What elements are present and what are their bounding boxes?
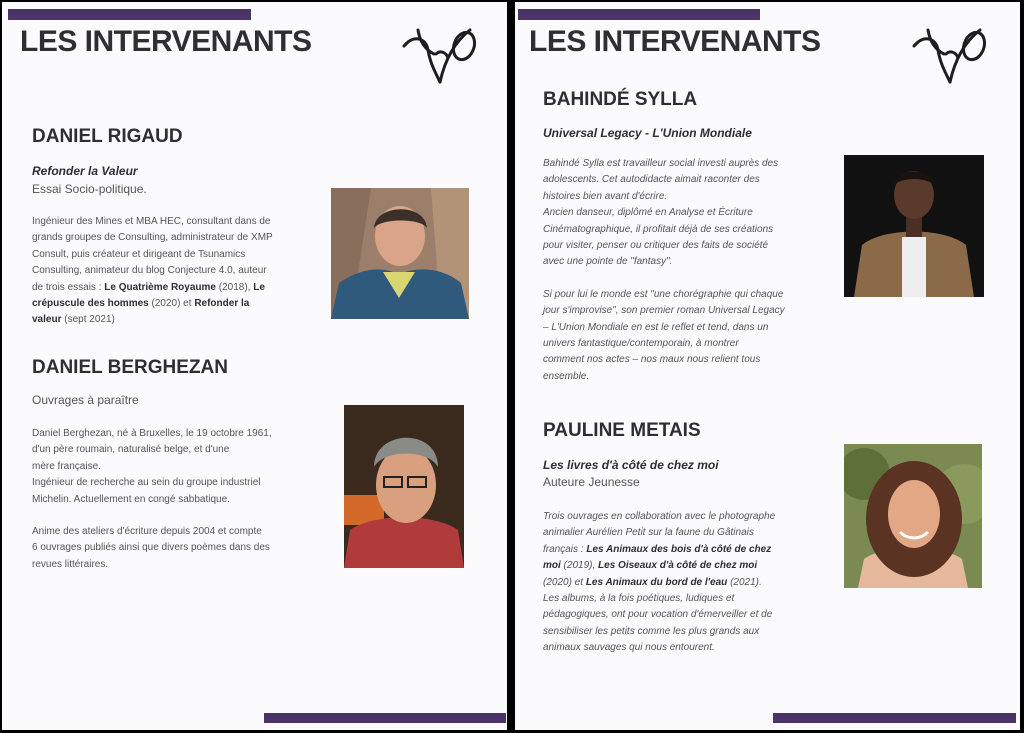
book-title: Universal Legacy - L'Union Mondiale bbox=[543, 126, 752, 140]
book-title: Les livres d'à côté de chez moi bbox=[543, 458, 719, 472]
bottom-accent-bar bbox=[264, 713, 506, 723]
page-title: LES INTERVENANTS bbox=[529, 25, 821, 58]
speaker-name: BAHINDÉ SYLLA bbox=[543, 89, 698, 110]
speaker-photo bbox=[344, 405, 464, 568]
speaker-photo bbox=[844, 444, 982, 588]
page-title: LES INTERVENANTS bbox=[20, 25, 312, 58]
stylized-plant-logo-icon bbox=[910, 20, 992, 90]
book-genre: Ouvrages à paraître bbox=[32, 393, 139, 407]
bottom-accent-bar bbox=[773, 713, 1016, 723]
speaker-name: DANIEL BERGHEZAN bbox=[32, 357, 228, 378]
speaker-name: DANIEL RIGAUD bbox=[32, 126, 183, 147]
speaker-bio: Ingénieur des Mines et MBA HEC, consultant dans de grands groupes de Consulting, administrateur de XMP Consult, puis créateur et dirigeant de Tsunamics Consulting, animateur du blog Conjecture 4.0, auteur de trois essais : Le Quatrième Royaume (2018), Le crépuscule des hommes (2020) et Refonder la valeur (sept 2021) bbox=[32, 216, 273, 326]
speaker-photo bbox=[844, 155, 984, 297]
top-accent-bar bbox=[8, 9, 251, 20]
book-genre: Auteure Jeunesse bbox=[543, 475, 640, 489]
speaker-bio: Bahindé Sylla est travailleur social investi auprès des adolescents. Cet autodidacte aimait raconter des histoires bien avant d'écrire. Ancien danseur, diplômé en Analyse et Écriture Cinématographique, il profitait déjà de ses créations pour visiter, penser ou critiquer des faits de société avec une pointe de "fantasy". Si pour lui le monde est "une chorégraphie qui chaque jour s'improvise", son premier roman Universal Legacy – L'Union Mondiale en est le reflet et tend, dans un univers fantastique/contemporain, à montrer comment nos actes – nos maux nous relient tous ensemble. bbox=[543, 158, 785, 382]
book-title: Refonder la Valeur bbox=[32, 164, 138, 178]
right-page bbox=[515, 2, 1020, 730]
speaker-name: PAULINE METAIS bbox=[543, 420, 701, 441]
left-page bbox=[2, 2, 507, 730]
top-accent-bar bbox=[518, 9, 760, 20]
book-genre: Essai Socio-politique. bbox=[32, 182, 147, 196]
speaker-bio: Trois ouvrages en collaboration avec le photographe animalier Aurélien Petit sur la faune du Gâtinais français : Les Animaux des bois d'à côté de chez moi (2019), Les Oiseaux d'à côté de chez moi (2020) et Les Animaux du bord de l'eau (2021). Les albums, à la fois poétiques, ludiques et pédagogiques, ont pour vocation d'émerveiller et de sensibiliser les petits comme les plus grands aux animaux sauvages qui nous entourent. bbox=[543, 511, 776, 654]
speaker-bio: Daniel Berghezan, né à Bruxelles, le 19 octobre 1961, d'un père roumain, naturalisé belge, et d'une mère française. Ingénieur de recherche au sein du groupe industriel Michelin. Actuellement en congé sabbatique. Anime des ateliers d'écriture depuis 2004 et compte 6 ouvrages publiés ainsi que divers poèmes dans des revues littéraires. bbox=[32, 428, 272, 570]
speaker-photo bbox=[331, 188, 469, 319]
stylized-plant-logo-icon bbox=[400, 20, 482, 90]
